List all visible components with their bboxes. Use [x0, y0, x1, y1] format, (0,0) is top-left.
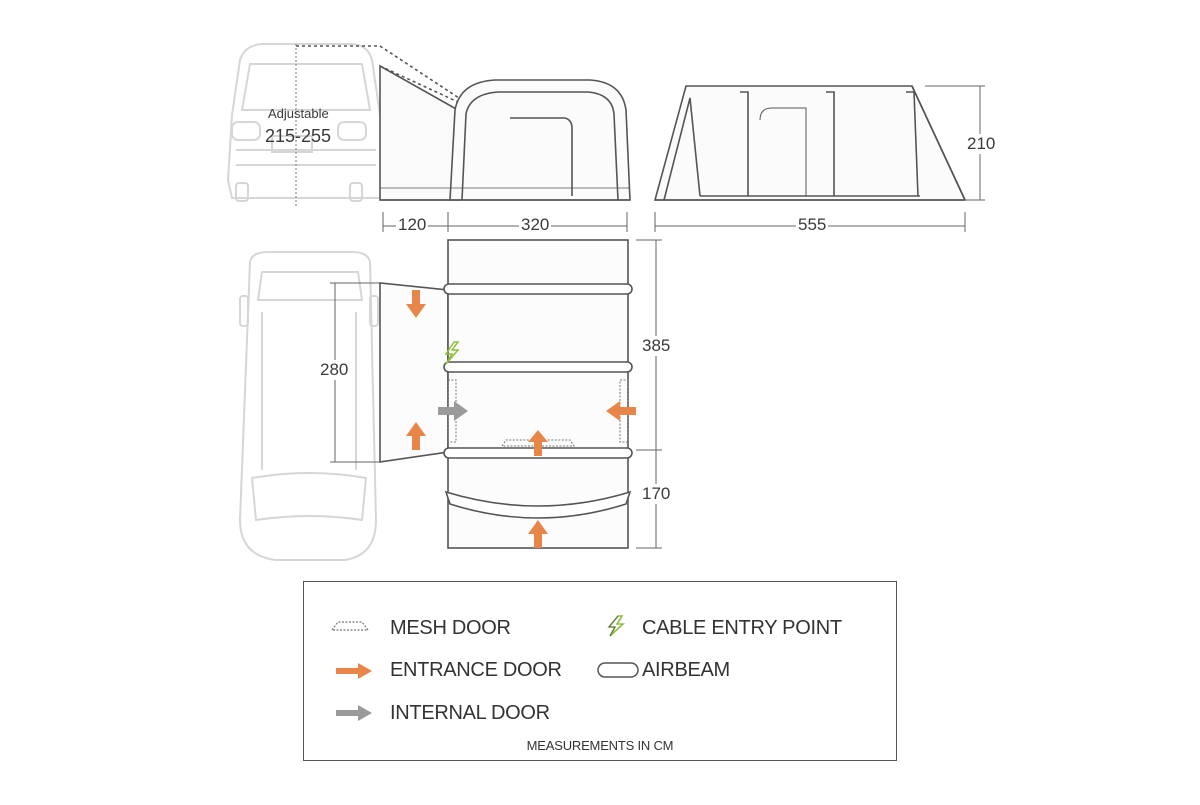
dim-left-width: 120 — [398, 215, 427, 234]
dim-height: 210 — [967, 134, 996, 153]
legend-measurement-note: MEASUREMENTS IN CM — [526, 738, 674, 753]
entrance-arrow-icon — [334, 662, 374, 680]
dim-front-width: 320 — [521, 215, 550, 234]
airbeam-icon — [596, 660, 640, 680]
mesh-door-icon — [330, 618, 370, 632]
van-rear-view — [228, 44, 384, 201]
cable-entry-icon — [604, 614, 628, 638]
adjustable-range: 215-255 — [265, 126, 332, 146]
legend-entrance-door: ENTRANCE DOOR — [390, 659, 562, 681]
adjustable-title: Adjustable — [268, 106, 329, 121]
legend-internal-door: INTERNAL DOOR — [390, 702, 550, 724]
van-top-view — [240, 252, 378, 560]
legend-mesh-door: MESH DOOR — [390, 617, 511, 639]
awning-plan-view — [380, 240, 632, 548]
internal-arrow-icon — [334, 704, 374, 722]
dim-plan-porch: 170 — [642, 484, 671, 503]
legend-airbeam: AIRBEAM — [642, 659, 730, 681]
dim-side-length: 555 — [798, 215, 827, 234]
dim-annex-depth: 280 — [320, 360, 349, 379]
legend-box — [303, 581, 897, 761]
awning-side-view — [655, 86, 965, 200]
dim-plan-main: 385 — [642, 336, 671, 355]
legend-cable-entry: CABLE ENTRY POINT — [642, 617, 842, 639]
